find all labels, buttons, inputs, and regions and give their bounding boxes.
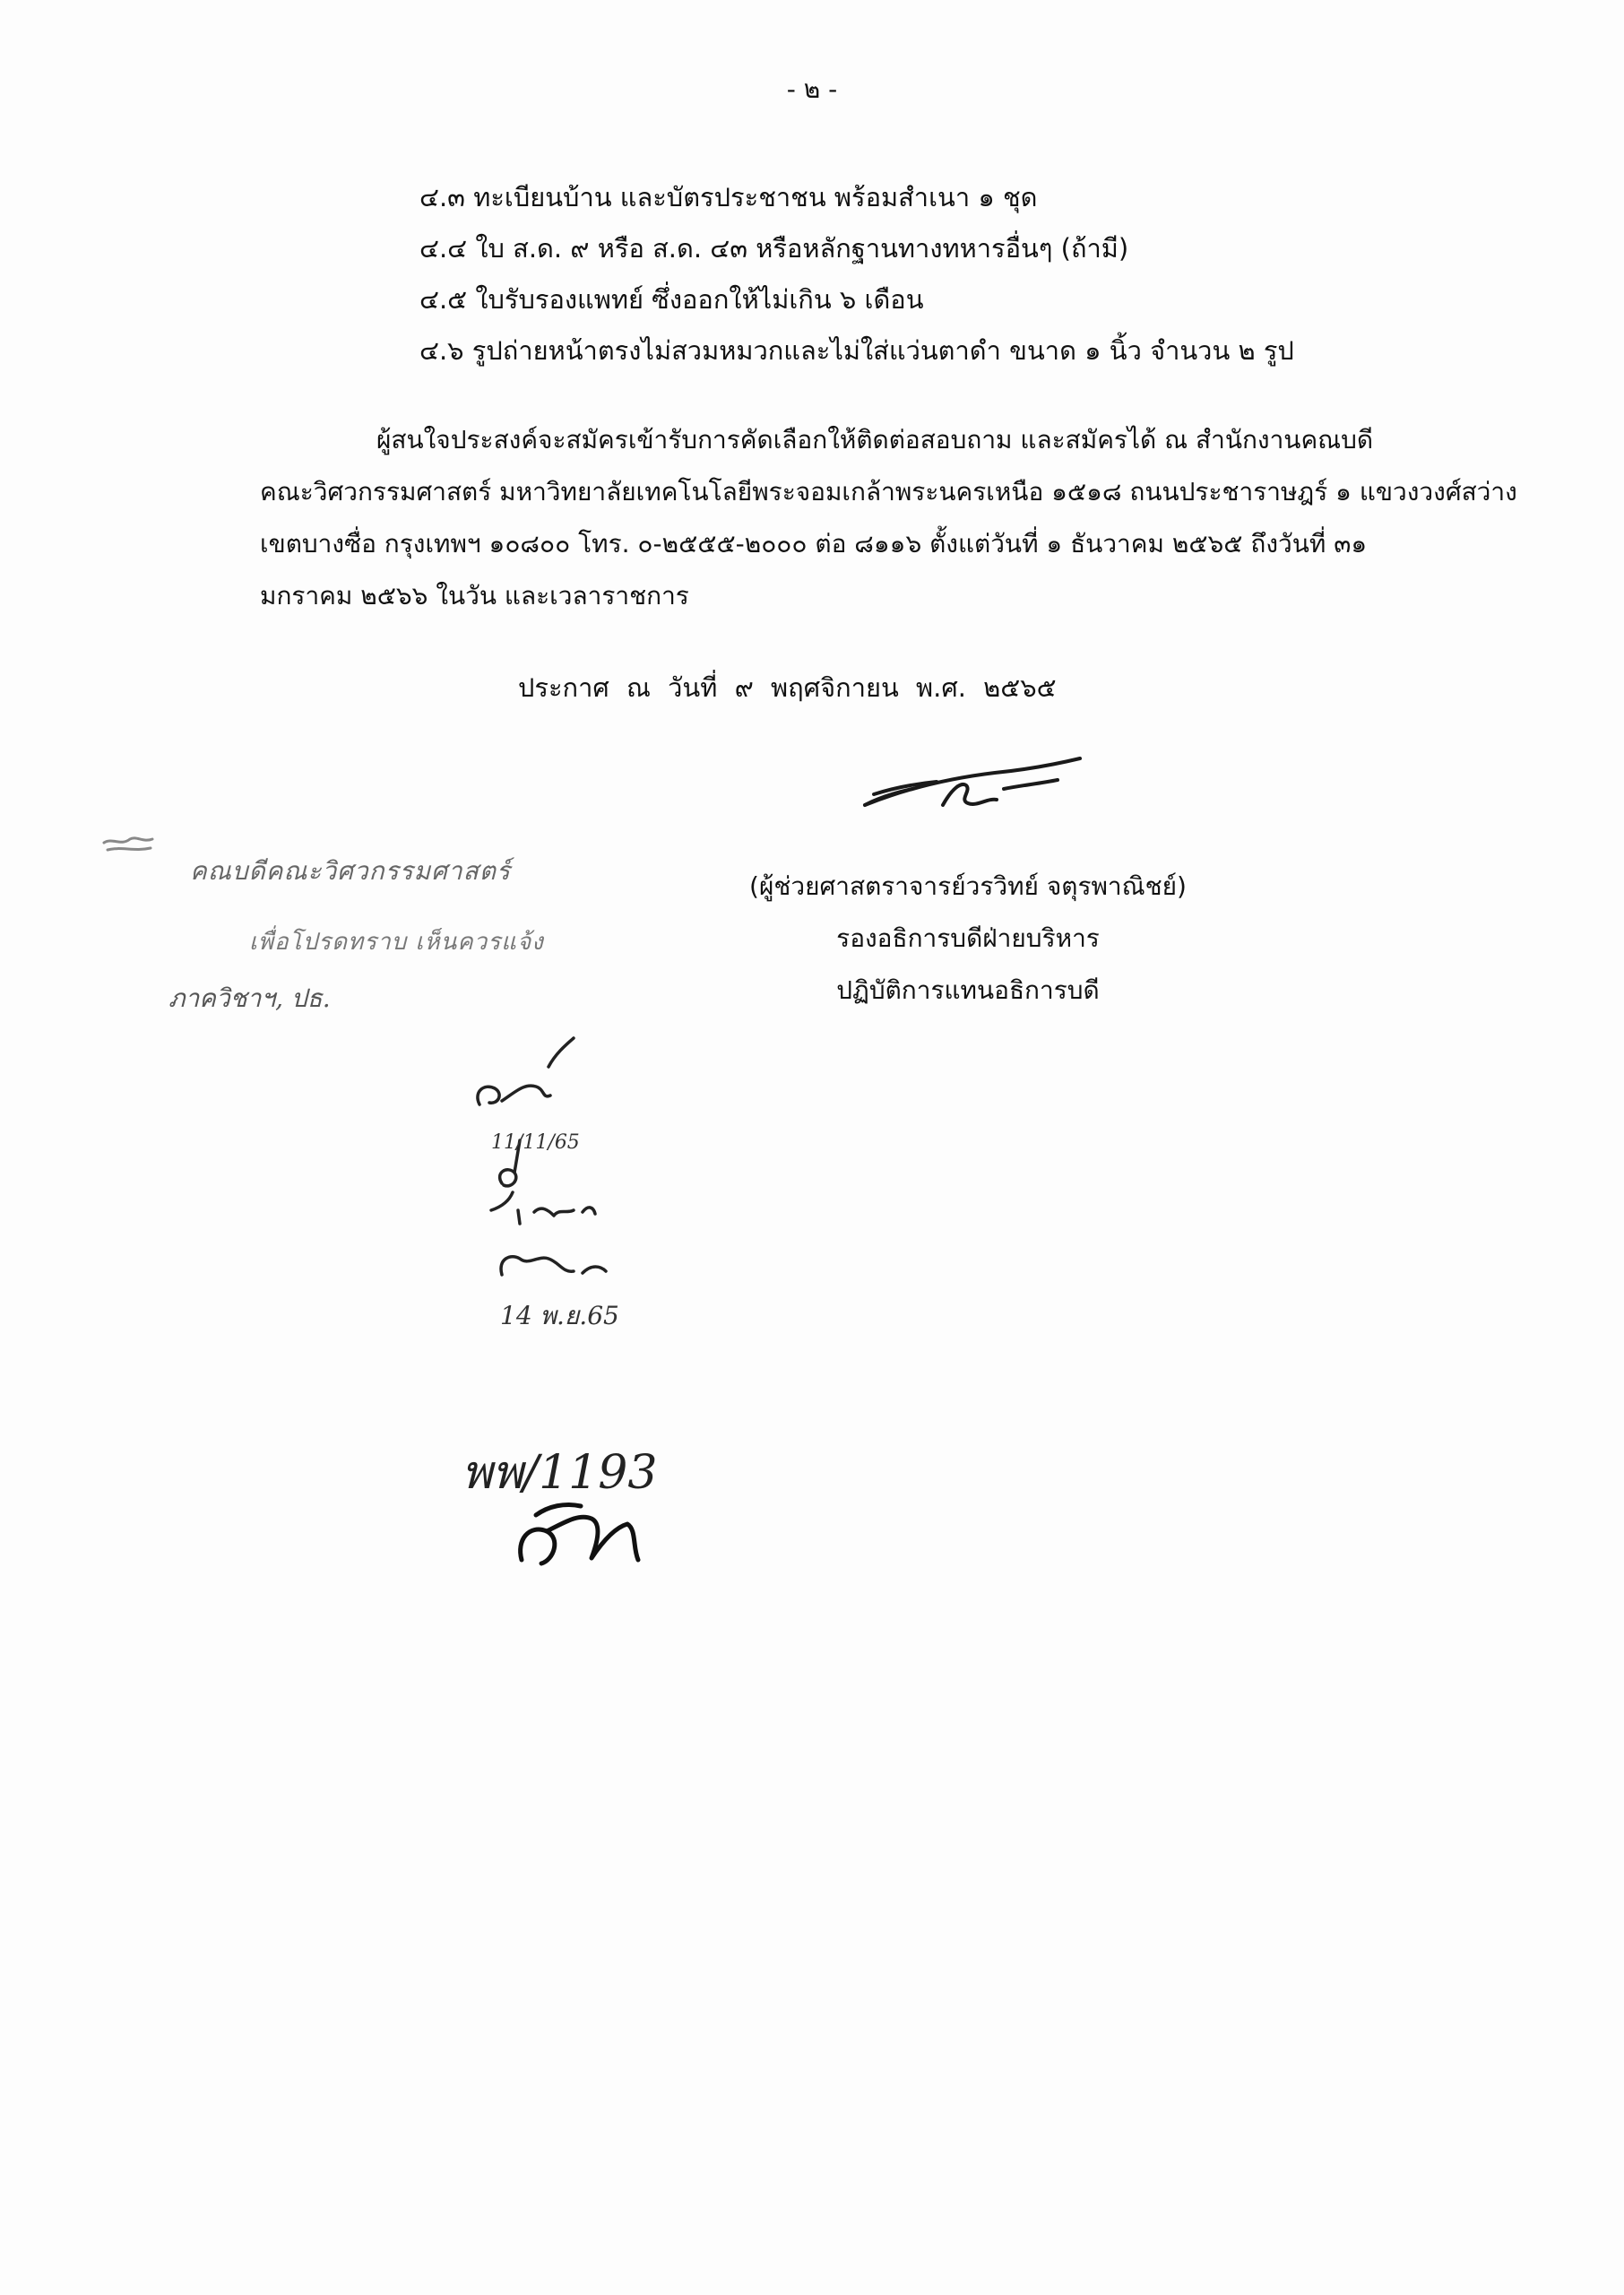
list-item: ๔.๖ รูปถ่ายหน้าตรงไม่สวมหมวกและไม่ใส่แว่นตาดำ ขนาด ๑ นิ้ว จำนวน ๒ รูป bbox=[419, 335, 1294, 366]
list-item: ๔.๓ ทะเบียนบ้าน และบัตรประชาชน พร้อมสำเนา ๑ ชุด bbox=[419, 182, 1038, 212]
page-number: - ๒ - bbox=[786, 74, 838, 104]
signature-block bbox=[609, 861, 1326, 1017]
final-signature-mark bbox=[521, 1504, 638, 1563]
required-documents-list bbox=[419, 172, 1294, 377]
signatory-position: รองอธิการบดีฝ่ายบริหาร bbox=[836, 923, 1100, 953]
handwritten-date: 11/11/65 bbox=[491, 1131, 580, 1154]
handwritten-date: 14 พ.ย.65 bbox=[500, 1301, 619, 1330]
initials-mark bbox=[478, 1038, 574, 1104]
paragraph-line: ผู้สนใจประสงค์จะสมัครเข้ารับการคัดเลือกให้ติดต่อสอบถาม และสมัครได้ ณ สำนักงานคณบดี bbox=[376, 425, 1374, 455]
signatory-acting: ปฏิบัติการแทนอธิการบดี bbox=[836, 975, 1100, 1005]
signatory-name: (ผู้ช่วยศาสตราจารย์วรวิทย์ จตุรพาณิชย์) bbox=[749, 871, 1187, 901]
announcement-date: ประกาศ ณ วันที่ ๙ พฤศจิกายน พ.ศ. ๒๕๖๕ bbox=[518, 672, 1057, 703]
stamp-smudge-mark bbox=[104, 838, 152, 850]
list-item: ๔.๕ ใบรับรองแพทย์ ซึ่งออกให้ไม่เกิน ๖ เดือน bbox=[419, 284, 924, 315]
signature-mark bbox=[865, 758, 1080, 805]
handwritten-note: ภาควิชาฯ, ปธ. bbox=[168, 983, 331, 1013]
contact-paragraph bbox=[260, 414, 1517, 622]
paragraph-line: เขตบางซื่อ กรุงเทพฯ ๑๐๘๐๐ โทร. ๐-๒๕๕๕-๒๐๐๐ ต่อ ๘๑๑๖ ตั้งแต่วันที่ ๑ ธันวาคม ๒๕๖๕ ถึงวันที่ ๓๑ bbox=[260, 529, 1368, 559]
paragraph-line: มกราคม ๒๕๖๖ ในวัน และเวลาราชการ bbox=[260, 581, 689, 611]
stamp-text: เพื่อโปรดทราบ เห็นควรแจ้ง bbox=[249, 929, 544, 956]
list-item: ๔.๔ ใบ ส.ด. ๙ หรือ ส.ด. ๔๓ หรือหลักฐานทางทหารอื่นๆ (ถ้ามี) bbox=[419, 233, 1129, 264]
stamp-text: คณบดีคณะวิศวกรรมศาสตร์ bbox=[190, 856, 511, 886]
paragraph-line: คณะวิศวกรรมศาสตร์ มหาวิทยาลัยเทคโนโลยีพระจอมเกล้าพระนครเหนือ ๑๕๑๘ ถนนประชาราษฎร์ ๑ แขวงวงศ์สว่าง bbox=[260, 477, 1517, 507]
initials-mark bbox=[501, 1257, 606, 1275]
handwritten-reference: พพ/1193 bbox=[462, 1446, 658, 1500]
